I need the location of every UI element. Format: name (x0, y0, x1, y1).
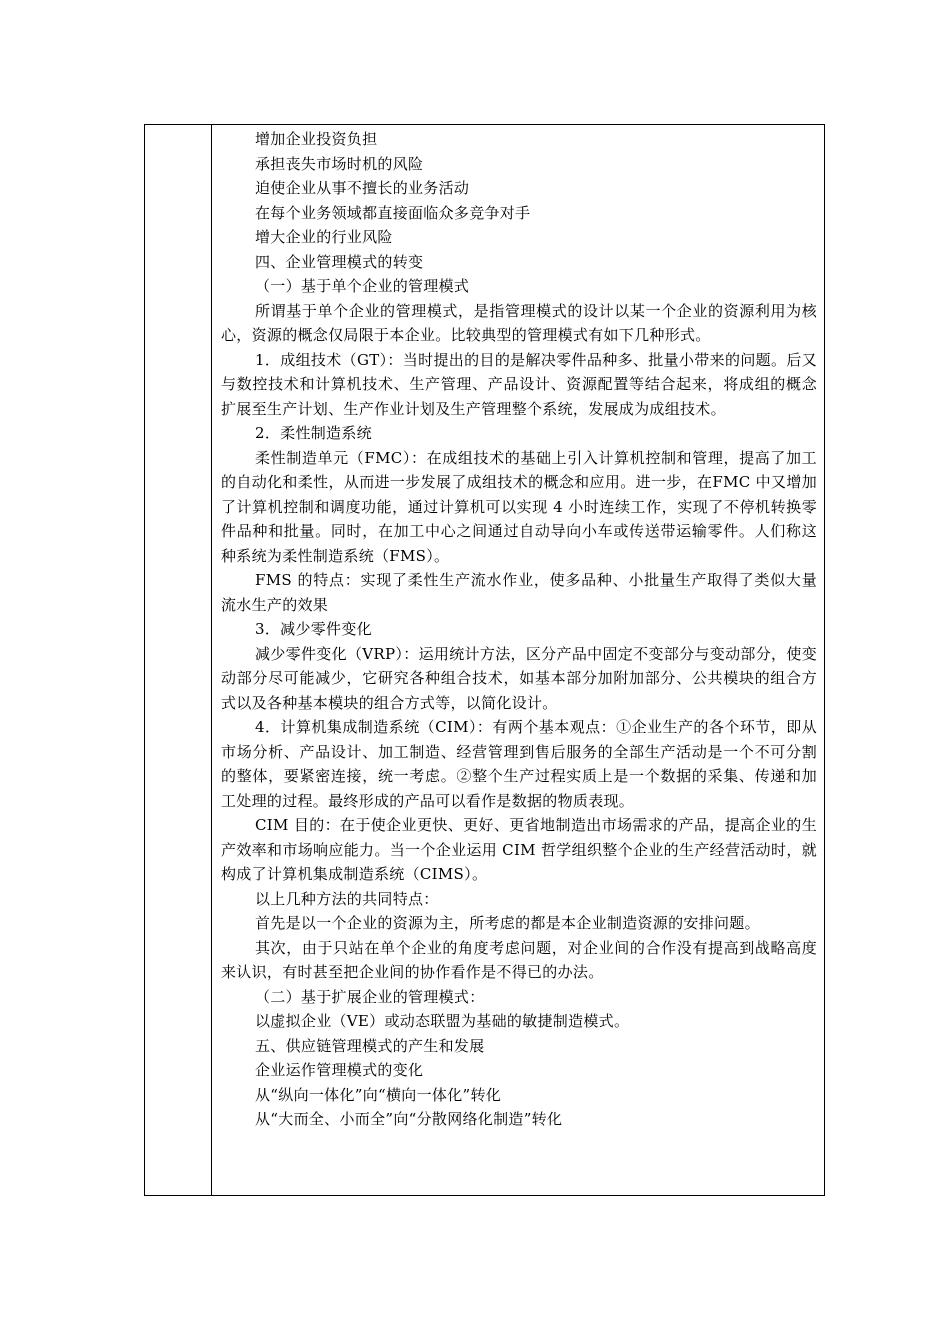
paragraph: 1．成组技术（GT）：当时提出的目的是解决零件品种多、批量小带来的问题。后又与数控技术和计算机技术、生产管理、产品设计、资源配置等结合起来，将成组的概念扩展至生产计划、生产作业计划及生产管理整个系统，发展成为成组技术。 (221, 350, 817, 418)
paragraph: 所谓基于单个企业的管理模式，是指管理模式的设计以某一个企业的资源利用为核心，资源的概念仅局限于本企业。比较典型的管理模式有如下几种形式。 (221, 301, 817, 344)
paragraph: 企业运作管理模式的变化 (255, 1061, 424, 1079)
paragraph: 在每个业务领域都直接面临众多竞争对手 (255, 203, 531, 222)
table-left-column (145, 125, 212, 1195)
paragraph: 首先是以一个企业的资源为主，所考虑的都是本企业制造资源的安排问题。 (255, 914, 760, 932)
paragraph: 增加企业投资负担 (255, 130, 378, 148)
paragraph: FMS 的特点：实现了柔性生产流水作业，使多品种、小批量生产取得了类似大量流水生产的效果 (221, 571, 817, 614)
paragraph: 从“大而全、小而全”向“分散网络化制造”转化 (255, 1110, 563, 1128)
subsection-heading: （二）基于扩展企业的管理模式： (255, 987, 485, 1006)
paragraph: 迫使企业从事不擅长的业务活动 (255, 179, 470, 197)
subsection-heading: （一）基于单个企业的管理模式 (255, 277, 470, 295)
paragraph: 减少零件变化（VRP）：运用统计方法，区分产品中固定不变部分与变动部分，使变动部分尽可能减少，它研究各种组合技术，如基本部分加附加部分、公共模块的组合方式以及各种基本模块的组合方式等，以简化设计。 (221, 644, 817, 712)
paragraph: 增大企业的行业风险 (255, 228, 393, 246)
paragraph: 4．计算机集成制造系统（CIM）：有两个基本观点：①企业生产的各个环节，即从市场分析、产品设计、加工制造、经营管理到售后服务的全部生产活动是一个不可分割的整体，要紧密连接，统一考虑。②整个生产过程实质上是一个数据的采集、传递和加工处理的过程。最终形成的产品可以看作是数据的物质表现。 (221, 718, 817, 810)
paragraph: 以上几种方法的共同特点： (255, 889, 439, 908)
paragraph: CIM 目的：在于使企业更快、更好、更省地制造出市场需求的产品，提高企业的生产效率和市场响应能力。当一个企业运用 CIM 哲学组织整个企业的生产经营活动时，就构成了计算机集成制造系统（CIMS）。 (221, 816, 817, 883)
paragraph: 承担丧失市场时机的风险 (255, 154, 424, 173)
paragraph: 从“纵向一体化”向“横向一体化”转化 (255, 1085, 502, 1104)
paragraph: 以虚拟企业（VE）或动态联盟为基础的敏捷制造模式。 (255, 1012, 630, 1030)
document-table (144, 124, 825, 1196)
paragraph: 其次，由于只站在单个企业的角度考虑问题，对企业间的合作没有提高到战略高度来认识，有时甚至把企业间的协作看作是不得已的办法。 (221, 938, 817, 981)
paragraph: 柔性制造单元（FMC）：在成组技术的基础上引入计算机控制和管理，提高了加工的自动化和柔性，从而进一步发展了成组技术的概念和应用。进一步，在FMC 中又增加了计算机控制和调度功能，通过计算机可以实现 4 小时连续工作，实现了不停机转换零件品种和批量。同时，在加工中心之间通过自动导向小车或传送带运输零件。人们称这种系统为柔性制造系统（FMS）。 (221, 448, 817, 565)
paragraph: 3．减少零件变化 (255, 620, 372, 638)
section-heading: 四、企业管理模式的转变 (255, 252, 424, 271)
section-heading: 五、供应链管理模式的产生和发展 (255, 1036, 485, 1055)
table-content-cell (221, 127, 817, 1132)
paragraph: 2．柔性制造系统 (255, 424, 372, 442)
